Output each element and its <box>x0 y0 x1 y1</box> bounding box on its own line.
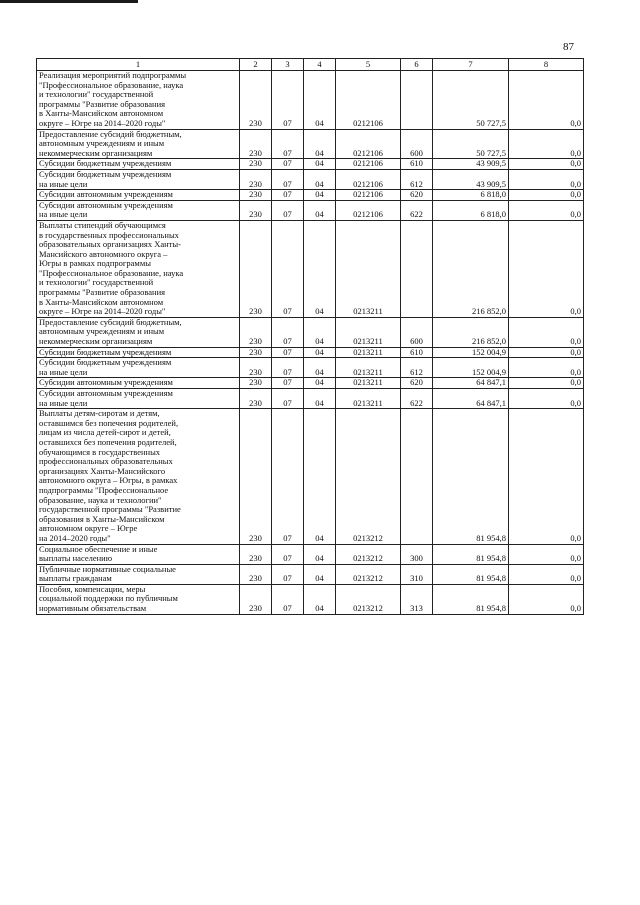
cell-amount: 50 727,5 <box>433 129 509 159</box>
cell-subsection-code: 04 <box>304 200 336 220</box>
cell-target-article: 0212106 <box>336 169 401 189</box>
cell-amount: 64 847,1 <box>433 389 509 409</box>
cell-amount: 43 909,5 <box>433 169 509 189</box>
cell-section-code: 07 <box>272 358 304 378</box>
cell-expense-type: 313 <box>401 584 433 614</box>
cell-expense-type: 622 <box>401 200 433 220</box>
row-description: Выплаты стипендий обучающимся в государственных профессиональных образовательных организациях Ханты- Мансийского автономного округа – Югры в рамках подпрограммы "Профессиональное образование, наука и технологии" государственной программы "Развитие образования в Ханты-Мансийском автономном округе – Югре на 2014–2020 годы" <box>37 220 240 317</box>
table-row <box>37 389 584 409</box>
cell-amount: 64 847,1 <box>433 378 509 389</box>
table-row <box>37 317 584 347</box>
cell-target-article: 0212106 <box>336 71 401 130</box>
cell-subsection-code: 04 <box>304 584 336 614</box>
cell-target-article: 0213211 <box>336 347 401 358</box>
cell-section-code: 07 <box>272 71 304 130</box>
table-row <box>37 220 584 317</box>
cell-administrator-code: 230 <box>240 584 272 614</box>
table-row <box>37 159 584 170</box>
table-header-row <box>37 59 584 71</box>
cell-amount-secondary: 0,0 <box>509 200 584 220</box>
cell-target-article: 0213211 <box>336 220 401 317</box>
cell-amount: 81 954,8 <box>433 584 509 614</box>
cell-section-code: 07 <box>272 317 304 347</box>
header-cell: 1 <box>37 59 240 71</box>
cell-amount-secondary: 0,0 <box>509 317 584 347</box>
cell-amount: 81 954,8 <box>433 409 509 544</box>
table-row <box>37 409 584 544</box>
row-description: Субсидии автономным учреждениям на иные цели <box>37 200 240 220</box>
cell-amount-secondary: 0,0 <box>509 409 584 544</box>
cell-section-code: 07 <box>272 200 304 220</box>
cell-section-code: 07 <box>272 220 304 317</box>
cell-subsection-code: 04 <box>304 129 336 159</box>
cell-amount: 50 727,5 <box>433 71 509 130</box>
cell-subsection-code: 04 <box>304 409 336 544</box>
cell-expense-type: 620 <box>401 190 433 201</box>
cell-target-article: 0213211 <box>336 358 401 378</box>
cell-target-article: 0213211 <box>336 389 401 409</box>
cell-expense-type <box>401 220 433 317</box>
cell-expense-type: 610 <box>401 347 433 358</box>
row-description: Субсидии автономным учреждениям <box>37 378 240 389</box>
row-description: Пособия, компенсации, меры социальной поддержки по публичным нормативным обязательствам <box>37 584 240 614</box>
cell-expense-type: 612 <box>401 169 433 189</box>
cell-section-code: 07 <box>272 409 304 544</box>
cell-amount-secondary: 0,0 <box>509 129 584 159</box>
cell-subsection-code: 04 <box>304 220 336 317</box>
row-description: Предоставление субсидий бюджетным, автономным учреждениям и иным некоммерческим организациям <box>37 129 240 159</box>
cell-subsection-code: 04 <box>304 317 336 347</box>
row-description: Субсидии автономным учреждениям на иные цели <box>37 389 240 409</box>
row-description: Реализация мероприятий подпрограммы "Профессиональное образование, наука и технологии" государственной программы "Развитие образования в Ханты-Мансийском автономном округе – Югре на 2014–2020 годы" <box>37 71 240 130</box>
cell-amount: 43 909,5 <box>433 159 509 170</box>
table-row <box>37 584 584 614</box>
cell-section-code: 07 <box>272 347 304 358</box>
row-description: Субсидии бюджетным учреждениям <box>37 159 240 170</box>
cell-amount: 216 852,0 <box>433 220 509 317</box>
cell-amount-secondary: 0,0 <box>509 378 584 389</box>
cell-expense-type: 610 <box>401 159 433 170</box>
row-description: Субсидии бюджетным учреждениям на иные цели <box>37 358 240 378</box>
cell-section-code: 07 <box>272 129 304 159</box>
table-row <box>37 169 584 189</box>
row-description: Субсидии бюджетным учреждениям на иные цели <box>37 169 240 189</box>
row-description: Публичные нормативные социальные выплаты гражданам <box>37 564 240 584</box>
cell-expense-type: 612 <box>401 358 433 378</box>
cell-expense-type: 310 <box>401 564 433 584</box>
cell-section-code: 07 <box>272 544 304 564</box>
cell-target-article: 0212106 <box>336 159 401 170</box>
header-cell: 6 <box>401 59 433 71</box>
cell-administrator-code: 230 <box>240 200 272 220</box>
cell-administrator-code: 230 <box>240 220 272 317</box>
cell-administrator-code: 230 <box>240 317 272 347</box>
row-description: Субсидии автономным учреждениям <box>37 190 240 201</box>
cell-target-article: 0212106 <box>336 129 401 159</box>
cell-expense-type: 622 <box>401 389 433 409</box>
cell-section-code: 07 <box>272 190 304 201</box>
cell-section-code: 07 <box>272 389 304 409</box>
cell-subsection-code: 04 <box>304 378 336 389</box>
table-body <box>37 71 584 615</box>
row-description: Предоставление субсидий бюджетным, автономным учреждениям и иным некоммерческим организациям <box>37 317 240 347</box>
cell-amount: 152 004,9 <box>433 358 509 378</box>
cell-target-article: 0213212 <box>336 409 401 544</box>
table-row <box>37 200 584 220</box>
table-row <box>37 190 584 201</box>
cell-amount-secondary: 0,0 <box>509 584 584 614</box>
cell-amount: 6 818,0 <box>433 190 509 201</box>
cell-administrator-code: 230 <box>240 358 272 378</box>
cell-subsection-code: 04 <box>304 358 336 378</box>
cell-section-code: 07 <box>272 159 304 170</box>
cell-amount-secondary: 0,0 <box>509 169 584 189</box>
cell-target-article: 0213212 <box>336 584 401 614</box>
table-row <box>37 71 584 130</box>
cell-administrator-code: 230 <box>240 71 272 130</box>
cell-subsection-code: 04 <box>304 159 336 170</box>
header-cell: 3 <box>272 59 304 71</box>
cell-administrator-code: 230 <box>240 409 272 544</box>
cell-amount-secondary: 0,0 <box>509 389 584 409</box>
header-cell: 2 <box>240 59 272 71</box>
budget-table <box>36 58 584 615</box>
cell-amount-secondary: 0,0 <box>509 358 584 378</box>
cell-amount-secondary: 0,0 <box>509 220 584 317</box>
cell-section-code: 07 <box>272 378 304 389</box>
cell-expense-type: 620 <box>401 378 433 389</box>
cell-subsection-code: 04 <box>304 169 336 189</box>
cell-administrator-code: 230 <box>240 347 272 358</box>
page-number: 87 <box>563 41 574 53</box>
cell-target-article: 0213211 <box>336 317 401 347</box>
cell-target-article: 0212106 <box>336 190 401 201</box>
cell-expense-type: 600 <box>401 129 433 159</box>
cell-amount-secondary: 0,0 <box>509 190 584 201</box>
cell-administrator-code: 230 <box>240 378 272 389</box>
header-cell: 4 <box>304 59 336 71</box>
table-row <box>37 378 584 389</box>
cell-subsection-code: 04 <box>304 190 336 201</box>
cell-administrator-code: 230 <box>240 129 272 159</box>
header-cell: 7 <box>433 59 509 71</box>
cell-amount: 152 004,9 <box>433 347 509 358</box>
row-description: Субсидии бюджетным учреждениям <box>37 347 240 358</box>
cell-section-code: 07 <box>272 584 304 614</box>
cell-subsection-code: 04 <box>304 389 336 409</box>
cell-target-article: 0213212 <box>336 544 401 564</box>
cell-amount: 6 818,0 <box>433 200 509 220</box>
cell-expense-type: 600 <box>401 317 433 347</box>
cell-subsection-code: 04 <box>304 564 336 584</box>
table-row <box>37 347 584 358</box>
cell-amount-secondary: 0,0 <box>509 544 584 564</box>
cell-expense-type <box>401 71 433 130</box>
cell-administrator-code: 230 <box>240 190 272 201</box>
cell-amount: 81 954,8 <box>433 564 509 584</box>
cell-administrator-code: 230 <box>240 564 272 584</box>
cell-administrator-code: 230 <box>240 169 272 189</box>
table-row <box>37 358 584 378</box>
table-row <box>37 544 584 564</box>
cell-amount-secondary: 0,0 <box>509 347 584 358</box>
cell-target-article: 0213212 <box>336 564 401 584</box>
cell-section-code: 07 <box>272 169 304 189</box>
header-cell: 5 <box>336 59 401 71</box>
cell-amount: 216 852,0 <box>433 317 509 347</box>
cell-subsection-code: 04 <box>304 347 336 358</box>
cell-amount: 81 954,8 <box>433 544 509 564</box>
cell-target-article: 0213211 <box>336 378 401 389</box>
top-decorative-rule <box>0 0 138 3</box>
cell-expense-type <box>401 409 433 544</box>
cell-amount-secondary: 0,0 <box>509 159 584 170</box>
cell-target-article: 0212106 <box>336 200 401 220</box>
row-description: Социальное обеспечение и иные выплаты населению <box>37 544 240 564</box>
cell-administrator-code: 230 <box>240 389 272 409</box>
cell-administrator-code: 230 <box>240 544 272 564</box>
cell-subsection-code: 04 <box>304 544 336 564</box>
cell-amount-secondary: 0,0 <box>509 71 584 130</box>
cell-subsection-code: 04 <box>304 71 336 130</box>
header-cell: 8 <box>509 59 584 71</box>
cell-section-code: 07 <box>272 564 304 584</box>
table-row <box>37 564 584 584</box>
cell-amount-secondary: 0,0 <box>509 564 584 584</box>
table-row <box>37 129 584 159</box>
row-description: Выплаты детям-сиротам и детям, оставшимся без попечения родителей, лицам из числа детей-сирот и детей, оставшихся без попечения родителей, обучающимся в государственных профессиональных образовательных организациях Ханты-Мансийского автономного округа – Югры, в рамках подпрограммы "Профессиональное образование, наука и технологии" государственной программы "Развитие образования в Ханты-Мансийском автономном округе – Югре на 2014–2020 годы" <box>37 409 240 544</box>
cell-expense-type: 300 <box>401 544 433 564</box>
cell-administrator-code: 230 <box>240 159 272 170</box>
